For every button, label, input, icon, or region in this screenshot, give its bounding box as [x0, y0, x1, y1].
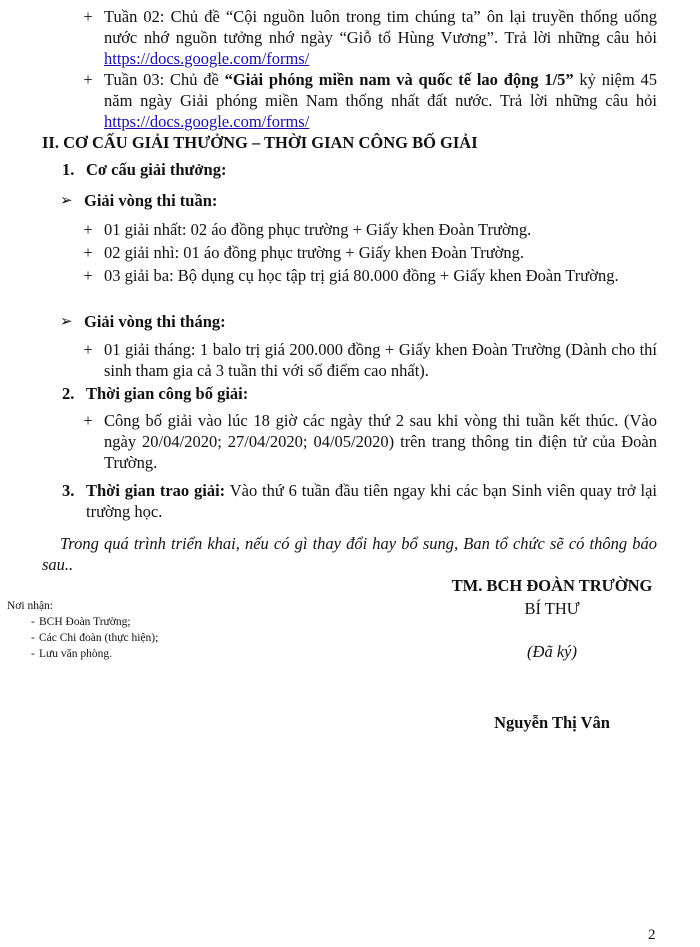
recipient-item	[7, 630, 158, 646]
sub1-label: Cơ cấu giải thưởng:	[86, 160, 227, 179]
sub3-text: Vào thứ 6 tuần đầu tiên ngay khi các bạn Sinh viên quay trở lại trường học.	[86, 481, 657, 521]
plus-bullet: +	[83, 7, 93, 26]
recipient-text: BCH Đoàn Trường;	[39, 616, 131, 628]
closing-note: Trong quá trình triển khai, nếu có gì thay đổi hay bổ sung, Ban tổ chức sẽ có thông báo sau..	[42, 534, 657, 574]
weekly-prize-text: 03 giải ba: Bộ dụng cụ học tập trị giá 80.000 đồng + Giấy khen Đoàn Trường.	[104, 266, 619, 285]
week-03-topic: “Giải phóng miền nam và quốc tế lao động 1/5”	[224, 70, 574, 89]
sub3-content	[86, 480, 657, 522]
sub1-heading	[62, 159, 657, 180]
dash-bullet: -	[31, 648, 35, 660]
arrow-icon: ➢	[60, 191, 73, 209]
weekly-prize-heading	[60, 190, 657, 211]
monthly-prize-label: Giải vòng thi tháng:	[84, 312, 226, 331]
signature-role: BÍ THƯ	[524, 599, 580, 618]
arrow-icon: ➢	[60, 312, 73, 330]
recipients-block	[7, 598, 158, 662]
weekly-prize-text: 01 giải nhất: 02 áo đồng phục trường + Giấy khen Đoàn Trường.	[104, 220, 532, 239]
plus-bullet: +	[83, 243, 93, 262]
dash-bullet: -	[31, 616, 35, 628]
signature-signed: (Đã ký)	[527, 642, 577, 661]
monthly-prize-1	[80, 339, 657, 381]
recipients-title: Nơi nhận:	[7, 600, 54, 612]
weekly-prize-label: Giải vòng thi tuần:	[84, 191, 218, 210]
sub2-label: Thời gian công bố giải:	[86, 384, 249, 403]
weekly-prize-text: 02 giải nhì: 01 áo đồng phục trường + Giấy khen Đoàn Trường.	[104, 243, 524, 262]
week-02-text	[104, 6, 657, 69]
weekly-prize-1	[80, 219, 657, 240]
plus-bullet: +	[83, 411, 93, 430]
recipient-text: Các Chi đoàn (thực hiện);	[39, 632, 159, 644]
plus-bullet: +	[83, 70, 93, 89]
week-02-desc: Tuần 02: Chủ đề “Cội nguồn luôn trong tim chúng ta” ôn lại truyền thống uống nước nhớ nguồn tưởng nhớ ngày “Giỗ tổ Hùng Vương”. Trả lời những câu hỏi	[104, 7, 657, 47]
week-02-item	[80, 6, 657, 69]
week-02-form-link[interactable]: https://docs.google.com/forms/	[104, 49, 310, 68]
sub1-number: 1.	[62, 160, 75, 179]
week-03-desc: kỷ niệm 45 năm ngày Giải phóng miền Nam thống nhất đất nước. Trả lời những câu hỏi	[104, 70, 657, 110]
weekly-prize-2	[80, 242, 657, 263]
signature-name: Nguyễn Thị Vân	[494, 713, 610, 732]
sub3-label: Thời gian trao giải:	[86, 481, 226, 500]
week-03-item	[80, 69, 657, 132]
sub2-heading	[62, 383, 657, 404]
recipient-item	[7, 646, 158, 662]
plus-bullet: +	[83, 340, 93, 359]
page-number: 2	[648, 927, 656, 943]
recipient-item	[7, 614, 158, 630]
sub3-heading	[62, 480, 657, 522]
signature-org: TM. BCH ĐOÀN TRƯỜNG	[451, 576, 653, 595]
announcement-item	[80, 410, 657, 473]
recipient-text: Lưu văn phòng.	[39, 648, 112, 660]
week-03-form-link[interactable]: https://docs.google.com/forms/	[104, 112, 310, 131]
week-03-prefix: Tuần 03: Chủ đề	[104, 70, 225, 89]
sub2-number: 2.	[62, 384, 75, 403]
plus-bullet: +	[83, 220, 93, 239]
week-03-text	[104, 69, 657, 132]
plus-bullet: +	[83, 266, 93, 285]
weekly-prize-3	[80, 265, 657, 286]
section-2-title: II. CƠ CẤU GIẢI THƯỞNG – THỜI GIAN CÔNG BỐ GIẢI	[42, 133, 478, 152]
sub3-number: 3.	[62, 481, 75, 500]
monthly-prize-heading	[60, 311, 657, 332]
recipients-list	[7, 614, 158, 662]
announcement-text: Công bố giải vào lúc 18 giờ các ngày thứ 2 sau khi vòng thi tuần kết thúc. (Vào ngày 20/04/2020; 27/04/2020; 04/05/2020) trên trang thông tin điện tử của Đoàn Trường.	[104, 411, 657, 472]
monthly-prize-text: 01 giải tháng: 1 balo trị giá 200.000 đồng + Giấy khen Đoàn Trường (Dành cho thí sinh tham gia cả 3 tuần thi với số điểm cao nhất).	[104, 340, 657, 380]
signature-block	[412, 575, 692, 733]
dash-bullet: -	[31, 632, 35, 644]
